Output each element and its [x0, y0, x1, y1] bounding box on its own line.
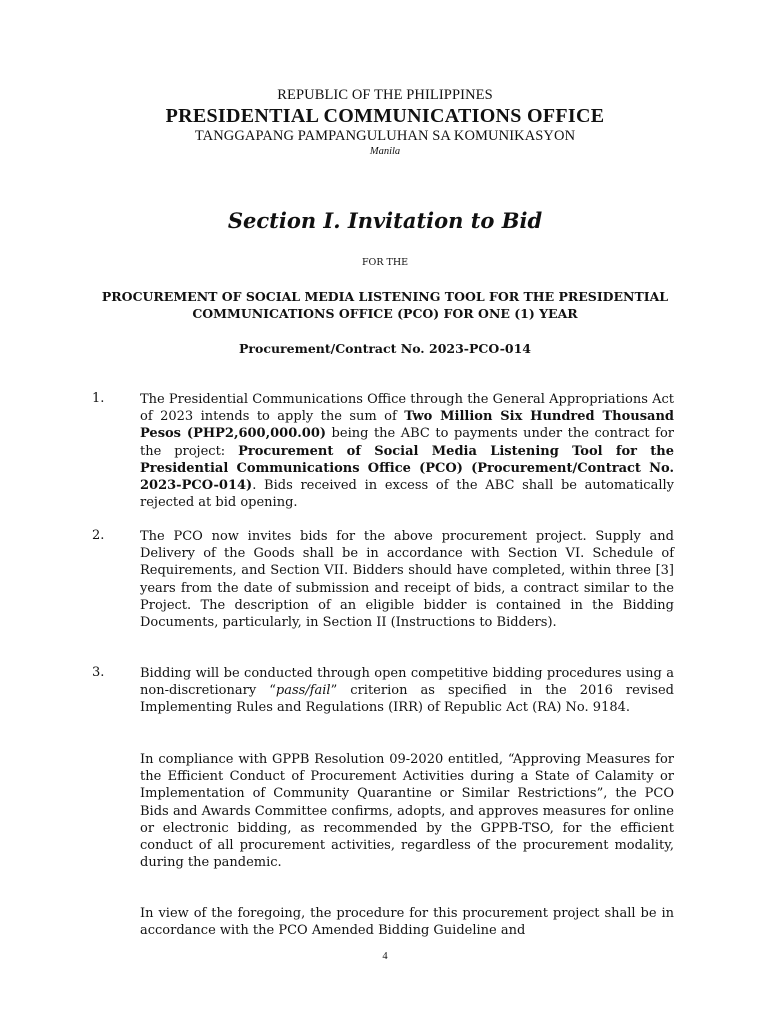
page-number: 4 [382, 951, 388, 962]
paragraph-item-3-procedure: In view of the foregoing, the procedure for this procurement project shall be in accordance with the PCO Amended Bidding Guideline and [140, 906, 674, 939]
paragraph-item-1 [140, 391, 674, 511]
text-segment: The Presidential Communications Office through the General Appropriations Act of 2023 intends to apply the sum of [140, 392, 674, 425]
section-title: Section I. Invitation to Bid [227, 208, 543, 233]
item-number: 1. [92, 391, 105, 406]
header-office-name: PRESIDENTIAL COMMUNICATIONS OFFICE [165, 105, 605, 127]
procurement-title: PROCUREMENT OF SOCIAL MEDIA LISTENING TOOL FOR THE PRESIDENTIAL COMMUNICATIONS OFFICE (PCO) FOR ONE (1) YEAR [101, 289, 669, 321]
header-city: Manila [369, 146, 401, 157]
header-office-tagalog: TANGGAPANG PAMPANGULUHAN SA KOMUNIKASYON [194, 128, 576, 144]
paragraph-item-2: The PCO now invites bids for the above procurement project. Supply and Delivery of the Goods shall be in accordance with Section VI. Schedule of Requirements, and Section VII. Bidders should have completed, within three [3] years from the date of submission and receipt of bids, a contract similar to the Project. The description of an eligible bidder is contained in the Bidding Documents, particularly, in Section II (Instructions to Bidders). [140, 529, 674, 631]
paragraph-item-3-gppb: In compliance with GPPB Resolution 09-2020 entitled, “Approving Measures for the Efficient Conduct of Procurement Activities during a State of Calamity or Implementation of Community Quarantine or Similar Restrictions”, the PCO Bids and Awards Committee confirms, adopts, and approves measures for online or electronic bidding, as recommended by the GPPB-TSO, for the efficient conduct of all procurement activities, regardless of the procurement modality, during the pandemic. [140, 752, 674, 871]
text-segment: ” criterion as specified in the 2016 revised Implementing Rules and Regulations (IRR) of Republic Act (RA) No. 9184. [140, 683, 674, 716]
text-segment: . Bids received in excess of the ABC shall be automatically rejected at bid opening. [140, 478, 674, 511]
header-republic: REPUBLIC OF THE PHILIPPINES [277, 87, 493, 103]
contract-number: Procurement/Contract No. 2023-PCO-014 [239, 341, 531, 356]
abc-amount: Two Million Six Hundred Thousand Pesos (PHP2,600,000.00) [140, 409, 674, 442]
text-segment: being the ABC to payments under the contract for the project: [140, 426, 675, 459]
item-number: 2. [92, 528, 105, 543]
paragraph-item-3 [140, 665, 674, 717]
for-the-label: FOR THE [361, 257, 409, 268]
pass-fail-term: pass/fail [275, 683, 331, 699]
text-segment: Bidding will be conducted through open competitive bidding procedures using a non-discretionary “ [140, 666, 674, 699]
item-number: 3. [92, 665, 105, 680]
project-name: Procurement of Social Media Listening Tool for the Presidential Communications Office (PCO) (Procurement/Contract No. 2023-PCO-014) [140, 443, 674, 494]
